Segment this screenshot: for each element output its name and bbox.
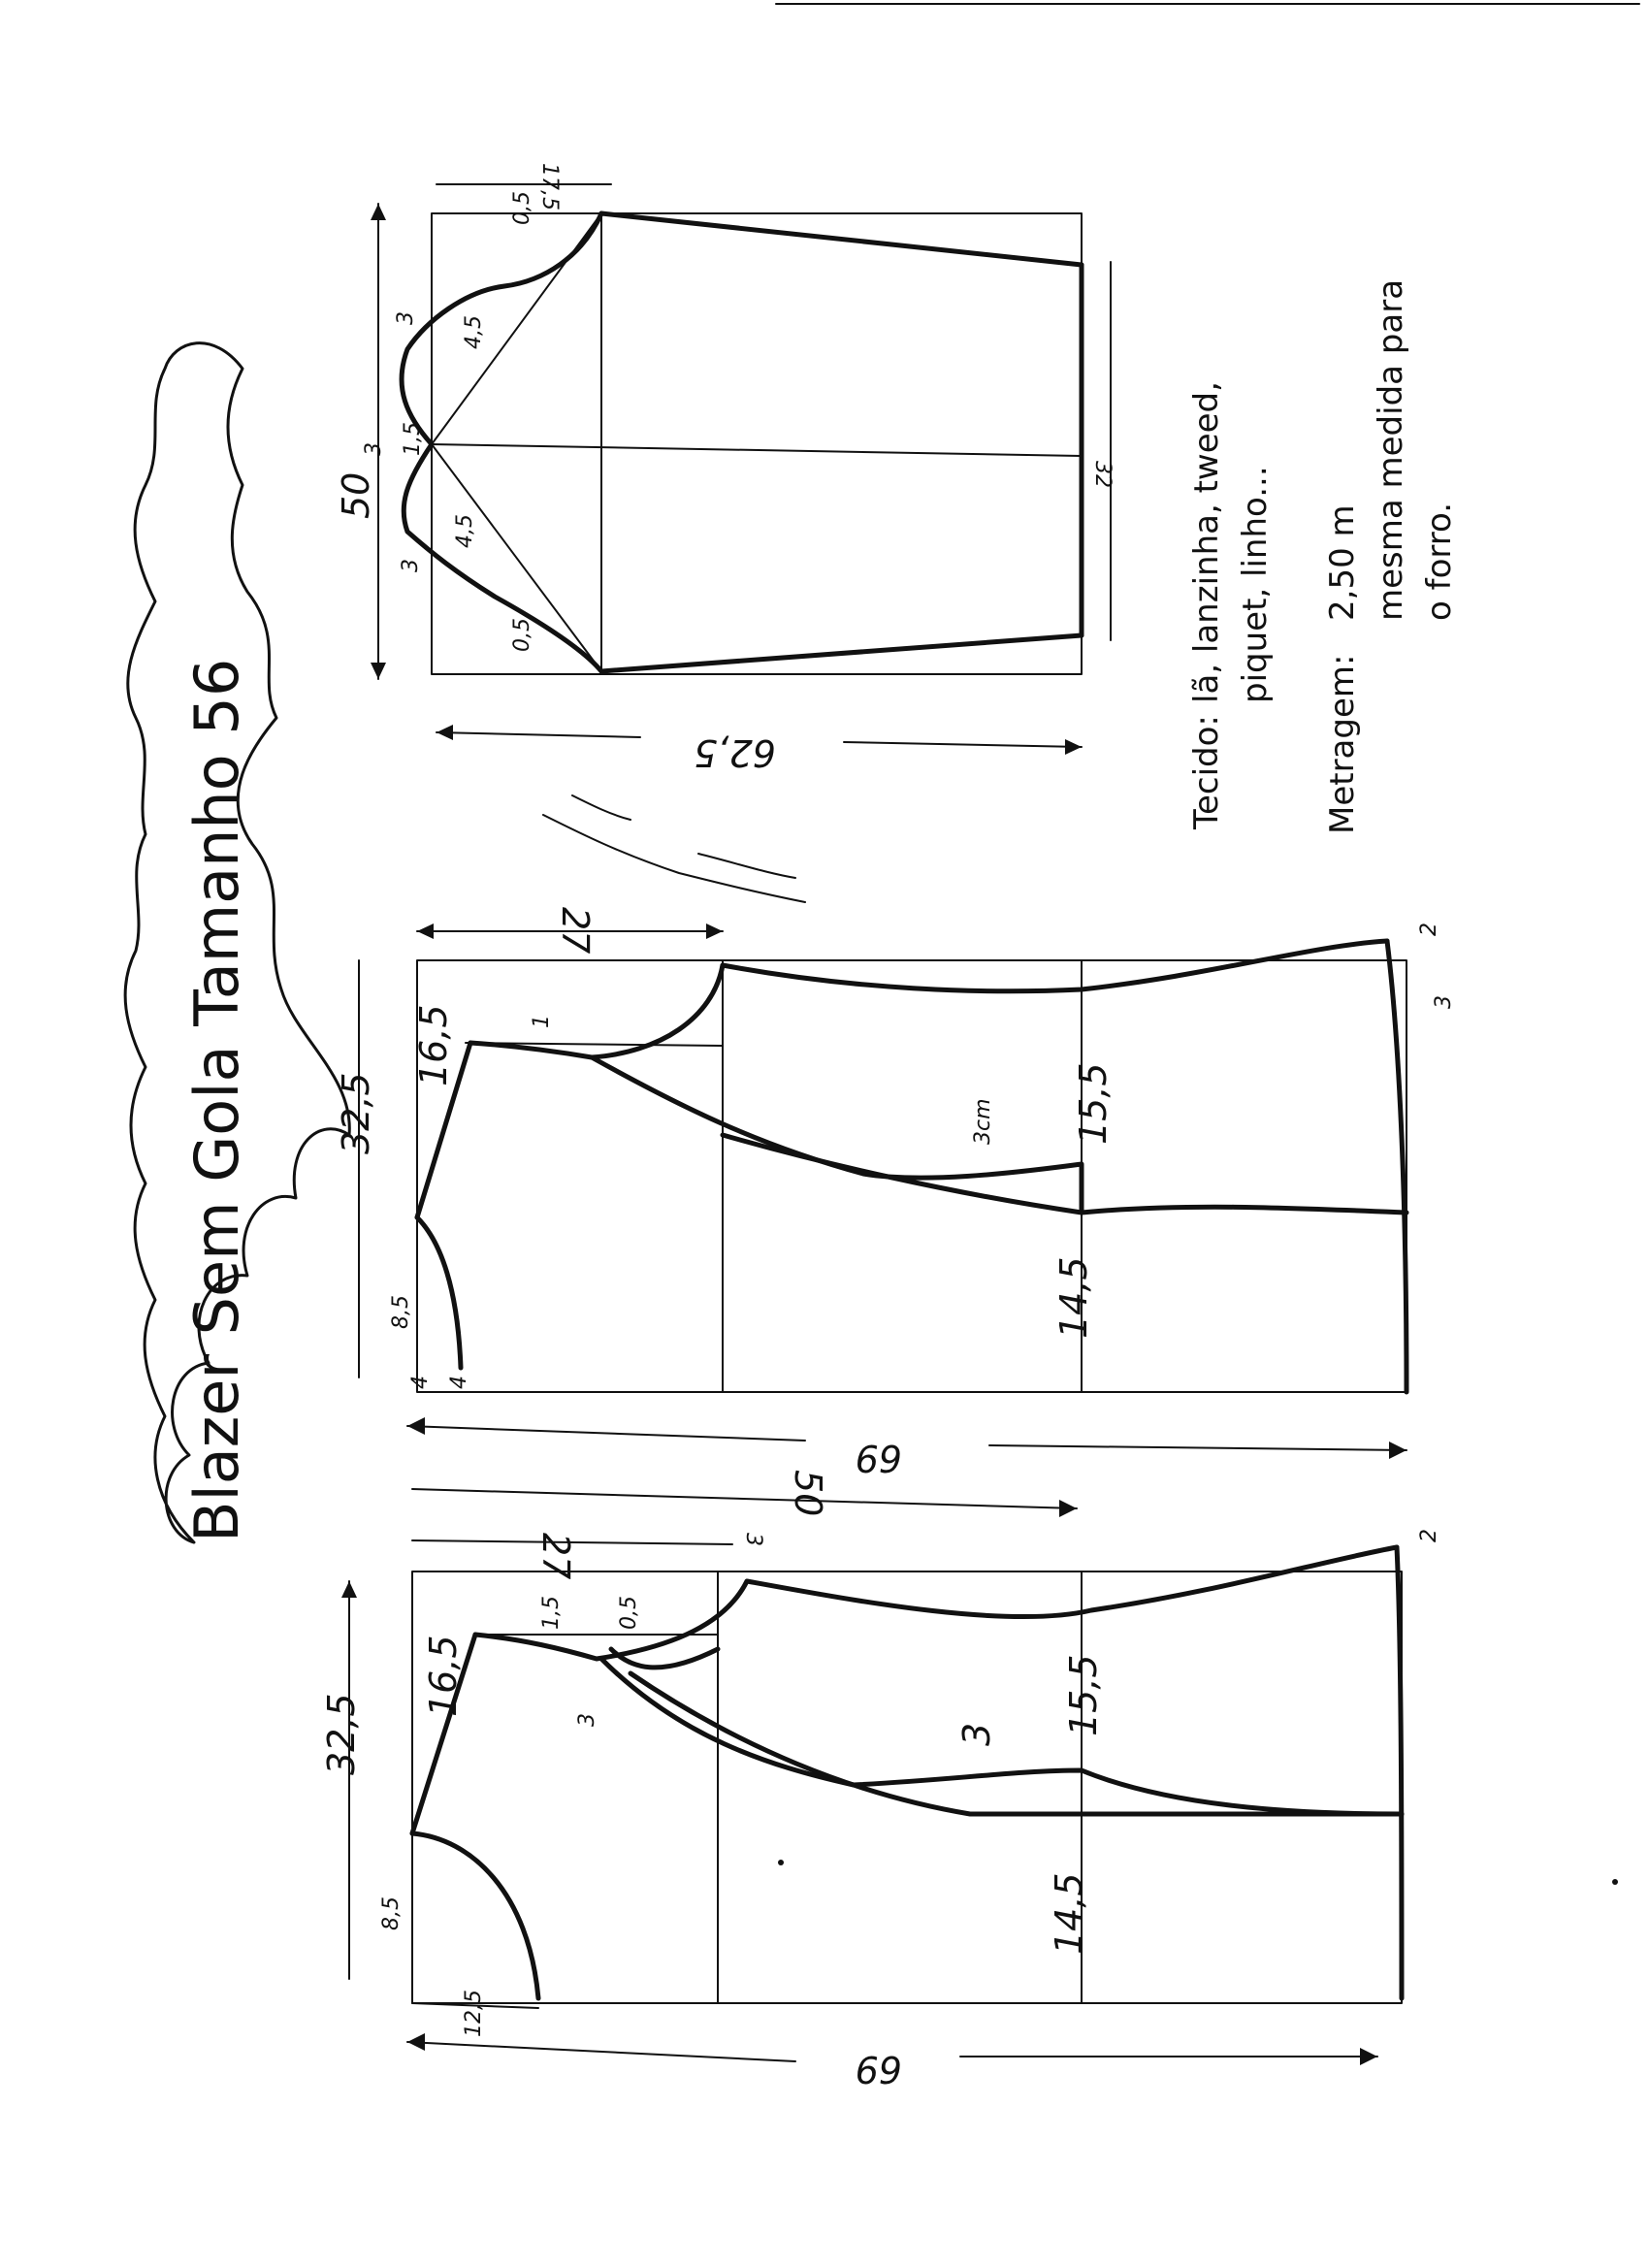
arrowhead — [371, 663, 386, 679]
back-side-seam — [723, 941, 1387, 991]
back-pattern — [335, 907, 1456, 1479]
back-waist-curve — [592, 1057, 1406, 1213]
front-top-mark: 3 — [741, 1533, 765, 1546]
sleeve-rise-bottom: 4,5 — [453, 514, 477, 548]
sleeve-seam-bottom — [601, 635, 1082, 671]
tecido-label: Tecido: — [1187, 715, 1226, 829]
front-armhole-label: 32,5 — [320, 1693, 363, 1775]
sleeve-length-label: 50 — [335, 471, 377, 519]
front-shoulder-label: 16,5 — [422, 1635, 465, 1717]
back-neck-depth-label: 8,5 — [389, 1295, 413, 1329]
back-waist-lower-label: 14,5 — [1052, 1256, 1095, 1339]
back-neck-curve — [417, 1217, 461, 1368]
back-shoulder-label: 16,5 — [412, 1004, 455, 1086]
back-length-arrow-right — [989, 1445, 1406, 1450]
arrowhead — [371, 204, 386, 220]
back-neck-width-a: 4 — [408, 1376, 433, 1389]
signature-strokes — [543, 795, 805, 902]
front-waist-lower-label: 14,5 — [1048, 1872, 1090, 1955]
arrowhead — [1065, 739, 1082, 755]
sleeve-cap-offset-top: 0,5 — [510, 191, 534, 225]
front-length-label: 69 — [855, 2048, 902, 2090]
metragem-line-1: 2,50 m — [1323, 504, 1362, 621]
back-length-label: 69 — [855, 1437, 902, 1479]
front-waist-upper-label: 15,5 — [1062, 1654, 1105, 1736]
tecido-line-2: piquet, linho... — [1236, 466, 1275, 703]
sleeve-total-length-label: 62,5 — [694, 731, 776, 774]
title-cloud — [125, 343, 349, 1542]
arrowhead — [407, 1417, 425, 1435]
back-hem-mark-2: 2 — [1417, 923, 1441, 936]
front-waist-curve — [601, 1659, 1402, 1814]
arrowhead — [1360, 2048, 1377, 2065]
front-neck-width-label: 12,5 — [462, 1990, 486, 2037]
front-frame — [412, 1571, 1402, 2003]
stray-dot — [1612, 1879, 1618, 1885]
metragem-line-2: mesma medida para — [1372, 278, 1410, 621]
back-armhole-label: 32,5 — [335, 1072, 377, 1154]
sleeve-rise-top: 4,5 — [462, 315, 486, 349]
front-width-50-arrow — [412, 1489, 1077, 1508]
front-pattern — [320, 1470, 1441, 2090]
front-hem-mark-2: 2 — [1417, 1529, 1441, 1542]
front-centre-seam — [1397, 1547, 1402, 1998]
stray-dot — [778, 1860, 784, 1865]
front-side-seam — [747, 1547, 1397, 1617]
signature — [543, 795, 805, 902]
sleeve-diag-top — [432, 213, 601, 444]
sleeve-step-top: 3 — [394, 311, 418, 325]
front-mark-3-side: 3 — [575, 1713, 599, 1727]
sleeve-total-arrow-right — [844, 742, 1082, 747]
front-neck-curve — [412, 1833, 538, 1998]
front-length-arrow-left — [407, 2042, 795, 2061]
back-waist-curve-label: 3cm — [971, 1098, 995, 1145]
notes — [1187, 279, 1459, 834]
arrowhead — [341, 1581, 357, 1598]
front-width-50-label: 50 — [787, 1470, 829, 1517]
back-waist-upper-label: 15,5 — [1072, 1062, 1115, 1145]
front-width-27-label: 27 — [534, 1533, 577, 1580]
arrowhead — [706, 923, 723, 939]
arrowhead — [417, 923, 434, 939]
back-length-arrow-left — [407, 1426, 805, 1441]
back-neck-width-b: 4 — [447, 1376, 471, 1389]
back-width-27-label: 27 — [554, 907, 597, 955]
back-hem-mark-3: 3 — [1432, 995, 1456, 1009]
front-mark-1-5: 1,5 — [539, 1596, 564, 1630]
sleeve-top-width-label: 17,5 — [537, 163, 562, 211]
sleeve-centerline — [432, 444, 1082, 456]
front-neck-depth-label: 8,5 — [379, 1896, 404, 1930]
front-mark-3-waist: 3 — [955, 1722, 998, 1746]
sleeve-pattern — [335, 163, 1115, 774]
metragem-line-3: o forro. — [1420, 502, 1459, 621]
sleeve-step-bottom: 3 — [399, 559, 423, 572]
front-mark-0-5: 0,5 — [617, 1596, 641, 1630]
page-title: Blazer Sem Gola Tamanho 56 — [181, 658, 252, 1542]
arrowhead — [1389, 1442, 1406, 1459]
sleeve-hem-label: 32 — [1090, 461, 1115, 488]
arrowhead — [1059, 1500, 1077, 1517]
metragem-label: Metragem: — [1323, 654, 1362, 834]
back-shoulder-mark: 1 — [530, 1015, 554, 1028]
front-waist-curve-2 — [630, 1673, 1402, 1814]
sleeve-seam-top — [601, 213, 1082, 265]
back-centre-seam — [1387, 941, 1406, 1392]
sleeve-center-mark: 3 — [362, 442, 386, 456]
arrowhead — [436, 725, 453, 740]
tecido-line-1: lã, lanzinha, tweed, — [1187, 381, 1226, 703]
sleeve-total-arrow-left — [436, 732, 640, 737]
sleeve-center-value: 1,5 — [401, 422, 425, 456]
sleeve-cap-offset-bottom: 0,5 — [510, 618, 534, 652]
arrowhead — [407, 2033, 425, 2051]
